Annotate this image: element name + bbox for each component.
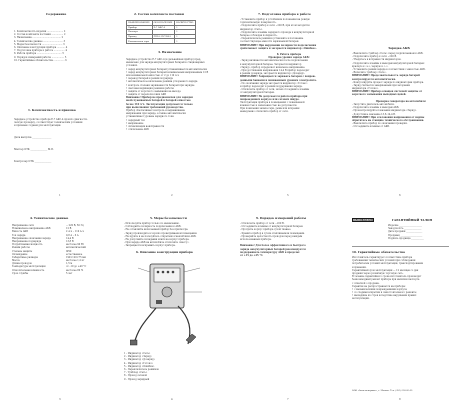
- body-line: и признано годным для эксплуатации.: [14, 124, 62, 128]
- body-line: контролируется автоматически.: [352, 77, 396, 81]
- table-header-cell: ОБОЗНАЧЕНИЕ: [152, 21, 175, 26]
- page-3: [236, 8, 341, 204]
- table-cell: [152, 39, 175, 44]
- body-line: Зарядное устройство Е-7 АКС-4 (в дальнейшем прибор) пред-: [126, 58, 202, 61]
- body-line: или номинальной ёмкостью от 2 до 110 А·ч: [126, 73, 179, 77]
- section-heading: 5. Меры безопасности: [150, 216, 187, 220]
- spec-value: не более 1,2 кг: [66, 259, 85, 263]
- field-controller: Контролер ОТК ______________: [14, 160, 52, 163]
- spec-value: 5 лет: [66, 271, 73, 275]
- body-line: - Не допускайте попадания влаги на корпус прибора.: [124, 237, 190, 241]
- divider: [352, 246, 449, 247]
- spec-value: автоматический: [66, 246, 86, 250]
- body-line: - Заряд производите в хорошо проветриваемом помещении.: [124, 231, 198, 235]
- spec-label: Масса: [12, 259, 20, 263]
- legend-item: 5 - Индикатор «Ошибка»: [124, 364, 155, 368]
- body-line: • отключение АКБ: [126, 128, 149, 132]
- field-date: Дата выпуска ________________: [14, 136, 52, 139]
- page-number: 7: [287, 398, 289, 401]
- spec-row: [12, 272, 110, 275]
- body-line: - Отсоедините клеммы от аккумуляторной батареи.: [240, 225, 304, 229]
- power-switch: [156, 300, 162, 304]
- body-line: - Выключите прибор по окончании проверки.: [352, 122, 408, 126]
- section-heading: 7. Подготовка прибора к работе: [258, 12, 311, 16]
- body-line: - Заряд начинается автоматически после подключения: [240, 59, 308, 63]
- body-line: - Проконтролируйте показания индикатора «Заряд».: [352, 109, 417, 113]
- body-line: от аккумуляторной батареи.: [240, 91, 275, 95]
- section-heading: 3. Назначение: [158, 50, 182, 54]
- toc-item: 1. Комплектность изделия ...................... 2: [14, 30, 66, 33]
- body-line: - При заряде АКБ на автомобиле отключите «массу».: [124, 241, 190, 245]
- body-line: влажностью и запылённостью не допускается.: [240, 104, 298, 108]
- section-body: [352, 256, 450, 301]
- body-line: Гарантия не распространяется на приборы:: [352, 284, 406, 288]
- body-line: потребителем условий эксплуатации, транспортирования: [352, 262, 423, 266]
- body-line: • заряд аккумуляторных батарей номинальным напряжением 12 В: [126, 70, 209, 74]
- body-line: красную к «+», чёрную к «–».: [352, 64, 389, 68]
- body-line: - Подключите клеммы к выводам АКБ.: [352, 106, 400, 110]
- device-illustration: [130, 258, 215, 348]
- body-line: • автоматическое включение режима ускоренного заряда: [126, 80, 198, 84]
- body-line: - Подключите клеммы зарядного провода к аккумуляторной: [240, 30, 315, 34]
- toc-item: 5. Меры безопасности ............................ 3: [14, 42, 65, 46]
- body-line: срабатывает защита и загорается индикатор «Ошибка».: [240, 46, 317, 50]
- body-line: Прибор обеспечивает контроль и выравнивание: [126, 109, 185, 112]
- body-line: Гарантийный срок эксплуатации — 12 месяцев со дня: [352, 268, 419, 272]
- body-line: • со следами вскрытия и самостоятельного ремонта;: [352, 291, 417, 295]
- body-line: - Заряд считается завершённым при загорании: [352, 83, 410, 87]
- body-line: при выполнении требований руководства.: [126, 105, 184, 109]
- legend-item: 3 - Индикатор «Дозаряд»: [124, 358, 155, 362]
- toc-item: 6. Описание конструкции прибора ........... 4: [14, 45, 68, 49]
- toc-item: 4. Технические данные ........................... 3: [14, 39, 66, 43]
- body-line: - Запустите двигатель автомобиля.: [352, 103, 395, 106]
- spec-value: 2 А·ч – 110 А·ч: [66, 230, 84, 234]
- body-line: эксплуатации.: [352, 297, 370, 301]
- indicator-led: [162, 271, 165, 274]
- body-line: ческую проверку, соответствует техническим условиям: [14, 121, 83, 125]
- legend-item: 4 - Индикатор «Готово»: [124, 361, 153, 365]
- body-line: короткого замыкания выходных цепей.: [352, 93, 407, 97]
- body-line: с отметкой о продаже.: [352, 281, 380, 285]
- body-line: 8. Работа прибора: [276, 53, 302, 57]
- page-number: 5: [287, 194, 289, 197]
- spec-label: Степень защиты: [12, 249, 33, 253]
- delivery-table: [126, 20, 196, 44]
- spec-value: не более 80 %: [66, 268, 84, 272]
- body-line: • заряд аккумуляторных батарей устанавливается автоматически: [126, 67, 208, 71]
- section-body: [240, 18, 338, 114]
- spec-value: 1,5 м: [66, 262, 73, 266]
- body-line: • контроль степени заряженности батарей при зарядке: [126, 83, 195, 87]
- mains-cable: [134, 308, 156, 344]
- body-line: - Отключите прибор от сети ~220 В.: [240, 222, 285, 225]
- body-line: Проверка генератора на автомобиле:: [375, 99, 427, 103]
- spec-list: [12, 224, 110, 275]
- body-line: и хранения.: [352, 265, 367, 269]
- body-line: индикатора «Готово».: [352, 87, 379, 91]
- component-legend: [124, 352, 222, 381]
- body-line: более 110 А·ч. Эксплуатация допускается только: [126, 102, 193, 106]
- body-line: ВНИМАНИЕ! Запрещается заряжать батареи с повреж-: [240, 75, 316, 79]
- spec-value: 13,8 В: [66, 239, 74, 243]
- body-line: - Установите режим заряда в соответствии с ёмкостью АКБ.: [352, 67, 426, 71]
- footer-text: ООО «Автоэлектрика», г. Москва. Тел. (495) 000-00-00: [352, 390, 413, 392]
- table-cell: 1: [175, 25, 196, 30]
- table-cell: Е-7 АКС-4: [152, 25, 175, 30]
- body-line: • перевод батарей в режим подзаряда: [126, 77, 173, 81]
- card-field: Заводской № _______________: [388, 227, 422, 231]
- legend-item: 9 - Провод зарядный: [124, 377, 150, 381]
- spec-value: 14,4 В: [66, 236, 74, 240]
- section-body: [124, 222, 222, 248]
- indicator-led: [167, 271, 170, 274]
- section-heading: 2. Состав комплекта поставки: [134, 12, 185, 16]
- body-line: - Включите тумблер «Сеть».: [352, 71, 387, 75]
- body-line: - Проверяйте целостность проводов перед каждым: [240, 234, 303, 238]
- page-7: [236, 212, 341, 408]
- warranty-card-title: ГАРАНТИЙНЫЙ ТАЛОН: [392, 218, 433, 222]
- body-line: - Отсоедините клеммы от АКБ.: [352, 125, 390, 129]
- body-line: • защита от переполюсовки АКБ: [126, 93, 167, 97]
- spec-label: Относительная влажность: [12, 268, 45, 272]
- body-line: напряжения при заряде, а также автоматически: [126, 112, 186, 116]
- body-line: ВНИМАНИЕ! При отклонении напряжения от нормы: [352, 115, 425, 119]
- body-line: - Убедитесь в исправности индикаторов.: [352, 58, 402, 62]
- body-line: индикатор «Сеть».: [240, 27, 263, 31]
- body-line: немедленно отключите прибор от сети.: [240, 110, 289, 114]
- section-heading: 4. Технические данные: [30, 216, 69, 220]
- toc-item: 8. Работа прибора .................................. 5: [14, 52, 64, 56]
- body-line: денными банками и пониженным уровнем электролита.: [240, 78, 317, 82]
- table-cell: Паспорт: [127, 30, 153, 35]
- page-number: 6: [399, 194, 401, 197]
- device-panel: [154, 268, 180, 282]
- spec-label: Потребляемая мощность: [12, 243, 43, 247]
- spec-label: Длина проводов: [12, 262, 32, 266]
- spec-value: ~ 220 В, 50 Гц: [66, 224, 84, 227]
- body-line: - Допустимое значение 13,8–14,4 В.: [352, 112, 396, 116]
- body-line: - Запрещается вскрывать корпус прибора.: [124, 244, 176, 248]
- body-line: - Соблюдайте полярность подключения к АКБ.: [124, 225, 182, 229]
- table-cell: 1: [175, 30, 196, 35]
- body-line: - Используйте прибор только по назначению.: [124, 222, 180, 225]
- body-line: и прибор переходит в режим поддержания заряда.: [240, 84, 303, 88]
- spec-label: Срок службы: [12, 271, 29, 275]
- body-line: В течение гарантийного срока изготовитель производит: [352, 275, 422, 279]
- table-cell: Провод: [127, 34, 153, 39]
- card-field: Подпись продавца ___________: [388, 236, 424, 240]
- table-header-cell: КОЛИЧЕСТВО: [175, 21, 196, 26]
- table-cell: Упаковочная тара: [127, 39, 153, 44]
- toc-item: 9. Порядок измерений работы ................. 5: [14, 55, 67, 59]
- toc-list: [14, 30, 106, 62]
- toc-item: 3. Назначение ....................................... 2: [14, 36, 64, 40]
- body-line: горизонтальную поверхность.: [240, 21, 277, 25]
- toc-item: 7. Подготовка прибора к работе ............... 4: [14, 49, 67, 53]
- spec-label: Температура эксплуатации: [12, 265, 46, 269]
- spec-label: Напряжение сети: [12, 224, 34, 227]
- section-body: [14, 118, 108, 128]
- body-line: - Подключите прибор к сети ~220 В, при этом загорится: [240, 24, 310, 28]
- body-line: от +15 до +25 °С.: [240, 253, 264, 257]
- body-line: Внимание! Для более эффективного и быстрого: [240, 244, 306, 248]
- body-line: Зарядное устройство прибора Е-7 АКС-4 прошло диагности-: [14, 118, 88, 121]
- spec-label: Режим работы: [12, 246, 30, 250]
- body-line: - Не курите и не пользуйтесь открытым огнём вблизи АКБ.: [124, 234, 197, 238]
- legend-item: 1 - Индикатор «Сеть»: [124, 352, 151, 355]
- body-line: - Подключите клеммы к выводам аккумуляторной батареи:: [352, 61, 425, 65]
- clamp-icon: [186, 334, 196, 343]
- indicator-led: [172, 271, 175, 274]
- body-line: ВНИМАНИЕ! Прибор оснащён системой защиты от: [352, 90, 423, 94]
- body-line: безвозмездный ремонт прибора при наличии паспорта: [352, 278, 420, 282]
- spec-label: Ёмкость АКБ: [12, 230, 29, 234]
- body-line: - При достижении напряжения 14,4 В прибор переходит: [240, 69, 310, 72]
- body-line: Эксплуатация прибора в помещениях с повышенной: [240, 100, 305, 104]
- body-line: При появлении запаха гари, дыма или искрения: [240, 107, 300, 111]
- body-line: «Заряд», прибор определяет начальное напряжение.: [240, 65, 306, 69]
- body-line: повреждённом корпусе или сетевом шнуре.: [240, 97, 300, 101]
- spec-label: Номинальное напряжение АКБ: [12, 227, 51, 231]
- section-heading: 9. Порядок измерений работы: [256, 216, 307, 220]
- card-field: Дата продажи ______________: [388, 230, 423, 234]
- page-number: 3: [59, 398, 61, 401]
- legend-item: 8 - Провод сетевой: [124, 374, 147, 378]
- body-line: - По окончании заряда загорается индикатор «Готово»: [240, 81, 308, 85]
- page-number: 8: [399, 398, 401, 401]
- body-line: - Подключите прибор к сети ~220 В.: [352, 55, 397, 59]
- body-line: ВНИМАНИЕ! Продолжительность заряда батарей: [352, 74, 420, 78]
- body-line: обратитесь на станцию технического обслуживания.: [352, 118, 425, 122]
- callout-line: [184, 268, 200, 272]
- body-line: - Установите прибор в устойчивом положении на ровную: [240, 18, 310, 21]
- table-row: [127, 39, 196, 44]
- body-line: • защита от короткого замыкания на выходе: [126, 89, 181, 93]
- spec-value: 190×120×75 мм: [66, 255, 86, 259]
- page-1: [8, 8, 113, 204]
- table-cell: 1: [175, 34, 196, 39]
- table-cell: 1: [175, 39, 196, 44]
- body-line: батарее соблюдая полярность.: [240, 33, 278, 37]
- spec-value: естественное: [66, 252, 83, 256]
- warranty-card-fields: [388, 224, 450, 240]
- section-heading: 1. Комплектность и приемка: [28, 108, 76, 112]
- body-line: - Отключите прибор от сети, затем отсоедините клеммы: [240, 88, 310, 92]
- brand-logo: ВЫПОЛНЕНО: [353, 218, 373, 222]
- page-4: [348, 8, 453, 204]
- body-line: в режим дозаряда, загорается индикатор «Дозаряд».: [240, 72, 306, 76]
- page-number: 4: [171, 398, 173, 401]
- spec-label: Напряжение окончания заряда: [12, 236, 51, 240]
- page-number: 2: [171, 194, 173, 197]
- mode-knob: [162, 287, 172, 297]
- section-body: [126, 58, 221, 131]
- spec-label: Ток заряда: [12, 233, 26, 237]
- spec-value: не более 90 Вт: [66, 243, 84, 247]
- body-line: - Протрите корпус прибора сухой тканью.: [240, 228, 292, 232]
- toc-item: 2. Состав комплекта поставки ................ 2: [14, 33, 66, 37]
- table-header-cell: НАИМЕНОВАНИЕ: [127, 21, 153, 26]
- indicator-led: [157, 271, 160, 274]
- section-heading: 6. Описание конструкции прибора: [136, 250, 193, 254]
- toc-item: 10. Гарантийные обязательства ............... 6: [14, 58, 67, 62]
- page-6: [120, 212, 225, 408]
- legend-item: 2 - Индикатор «Заряд»: [124, 355, 152, 359]
- spec-label: Охлаждение: [12, 252, 28, 256]
- body-line: продажи через розничную торговую сеть.: [352, 271, 404, 275]
- body-line: - Переключатель режимов установите в положение: [240, 37, 304, 41]
- card-field: Продавец ___________________: [388, 233, 423, 237]
- body-line: использованием прибора.: [240, 237, 272, 241]
- body-line: заряда аккумуляторных батарей рекомендуется: [240, 247, 306, 251]
- spec-value: IP20: [66, 249, 72, 253]
- section-heading: Зарядка АКБ: [388, 46, 410, 50]
- body-line: - Выключите тумблер «Сеть» перед подключением к АКБ.: [352, 52, 424, 55]
- section-body: [240, 222, 338, 257]
- body-line: к аккумуляторной батарее. Загорается индикатор: [240, 62, 302, 66]
- card-field: Изделие ____________________: [388, 224, 423, 227]
- body-line: • с механическими повреждениями корпуса;: [352, 287, 408, 291]
- field-master: Мастер ОТК ______________ М.П.: [14, 148, 54, 151]
- spec-value: от –10 до +40 °С: [66, 265, 87, 269]
- spec-label: Габаритные размеры: [12, 255, 38, 259]
- body-line: требованиям технических условий при соблюдении: [352, 259, 416, 263]
- toc-title: Содержание: [46, 12, 67, 16]
- body-line: назначено для заряда аккумуляторных батарей в стационарных: [126, 61, 205, 65]
- body-line: - Не оставляйте включённый прибор без присмотра.: [124, 228, 189, 232]
- page-5: [8, 212, 113, 408]
- page-number: 1: [59, 194, 61, 197]
- table-cell: Прибор: [127, 25, 153, 30]
- body-line: необслуживаемых батарей и батарей ёмкостью: [126, 99, 191, 103]
- plug-icon: [130, 340, 137, 345]
- body-line: • зарядный ток: [126, 118, 145, 122]
- page-8: [348, 212, 453, 408]
- body-line: • вышедшие из строя вследствие нарушения правил: [352, 294, 417, 298]
- body-line: ВНИМАНИЕ! При нарушении полярности подключения: [240, 43, 317, 47]
- section-body: [352, 52, 450, 129]
- body-line: • напряжение: [126, 121, 144, 125]
- body-line: поддерживать температуру АКБ в пределах: [240, 250, 300, 254]
- body-line: ВНИМАНИЕ! Не допускается работа прибора при: [240, 94, 308, 98]
- legend-item: 6 - Переключатель режимов: [124, 367, 159, 371]
- spec-value: 12 В: [66, 227, 72, 231]
- body-line: • световая индикация режимов работы: [126, 86, 174, 90]
- body-line: условиях.: [126, 64, 138, 68]
- spec-label: Напряжение подзаряда: [12, 239, 42, 243]
- body-line: соответствующее ёмкости заряжаемой батареи.: [240, 40, 300, 44]
- callout-line: [138, 268, 150, 272]
- body-line: • сигнализация неисправности: [126, 124, 165, 128]
- body-line: Внимание! Прибор не предназначен для зарядки: [126, 96, 193, 100]
- body-line: - Храните прибор в сухом отапливаемом помещении.: [240, 231, 305, 235]
- body-line: Изготовитель гарантирует соответствие прибора: [352, 256, 413, 259]
- section-heading: 10. Гарантийные обязательства: [352, 250, 405, 254]
- page-2: [120, 8, 225, 204]
- table-cell: РПБ-1 ПСЛ-К4: [152, 34, 175, 39]
- body-line: Проверка уровня заряда АКБ:: [268, 56, 310, 60]
- body-line: - Контролируйте процесс заряда по индикаторам прибора.: [352, 80, 424, 84]
- spec-value: 0,8 А – 6 А: [66, 233, 79, 237]
- body-line: устанавливает уровень зарядного тока:: [126, 115, 175, 119]
- legend-item: 7 - Тумблер «Сеть»: [124, 371, 148, 375]
